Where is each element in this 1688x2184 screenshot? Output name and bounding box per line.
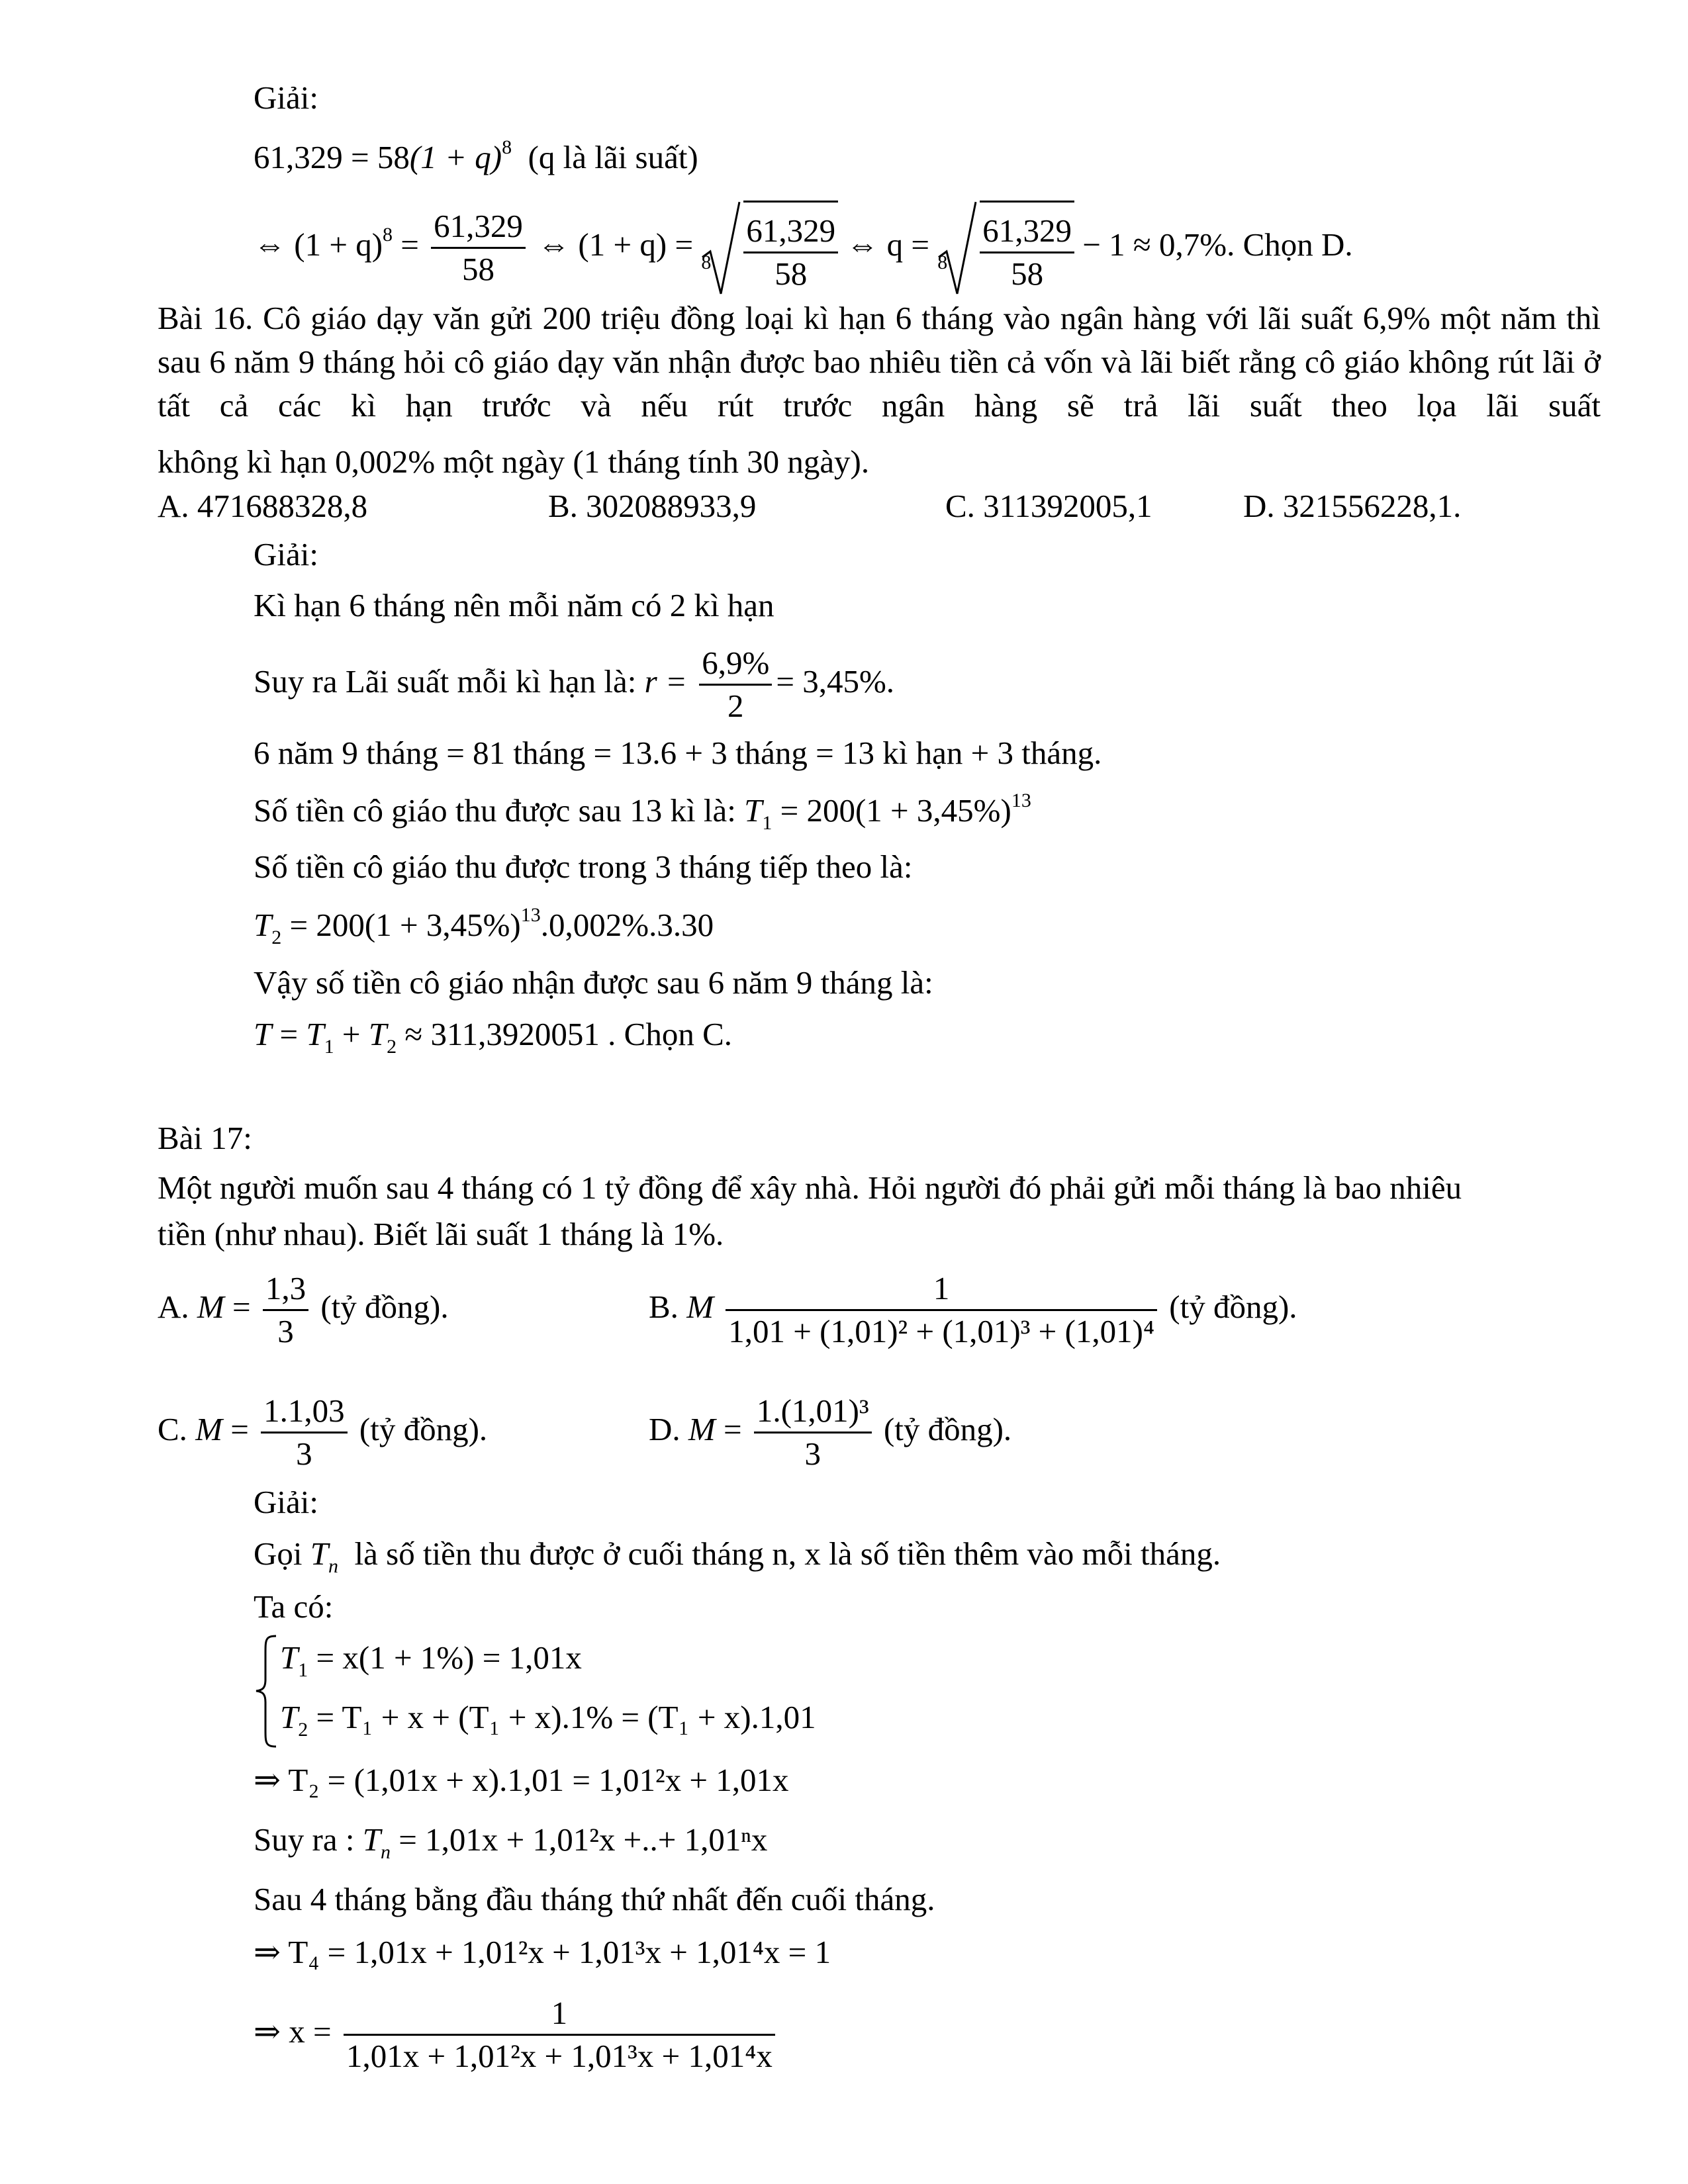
bai16-option-a: A. 471688328,8 [158,488,368,524]
eq2-part-c: ⇔ q = [846,226,929,263]
equation-2 [254,199,1353,291]
bai17-step-5: Sau 4 tháng bằng đầu tháng thứ nhất đến cuối tháng. [254,1881,935,1917]
bai16-option-d: D. 321556228,1. [1243,488,1462,524]
eq2-part-a: ⇔ (1 + q) [254,226,383,263]
bai17-step-4: Suy ra : $T_n = 1,01x + 1,01^2x$ +..+ 1,01ⁿx [254,1821,768,1863]
bai16-question: Bài 16. Cô giáo dạy văn gửi 200 triệu đồng loại kì hạn 6 tháng vào ngân hàng với lãi suất 6,9% một năm thì sau 6 năm 9 tháng hỏi cô giáo dạy văn nhận được bao nhiêu tiền cả vốn và lãi biết rằng cô giáo không rút lãi ở tất cả các kì hạn trước và nếu rút trước ngân hàng sẽ trả lãi suất theo lọa lãi suất [158,300,1601,424]
bai16-step-1: Kì hạn 6 tháng nên mỗi năm có 2 kì hạn [254,587,774,623]
bai17-step-7: ⇒ x = $\frac{1}{\text{1,01x + 1,01²x + 1,01³x + 1,01⁴x}}$ [254,1982,779,2081]
bai16-step-6: $T_2 = 200(1 + 3,45\%)^{13}.0,002\%.3.30$ [254,904,714,948]
eighth-root-2: 8 $\frac{61,329}{58}$ [937,201,1074,295]
system-equation-2: $T_2 = T_1 + x + (T_1 + x).1\% = (T_1 + x).1,01$ [280,1699,816,1741]
bai17-step-2: Ta có: [254,1588,334,1625]
bai17-step-6: ⇒ T₄ = 1,01x + 1,01²x + 1,01³x + 1,01⁴x = 1 [254,1934,831,1970]
giai-label-1: Giải: [254,79,318,116]
eighth-root-1: 8 $\frac{61,329}{58}$ [701,201,838,295]
bai17-question-line-2: tiền (như nhau). Biết lãi suất 1 tháng là 1%. [158,1216,724,1252]
eq2-tail: − 1 ≈ 0,7%. [1082,226,1235,263]
bai17-question-line-1: Một người muốn sau 4 tháng có 1 tỷ đồng để xây nhà. Hỏi người đó phải gửi mỗi tháng là bao nhiêu [158,1169,1462,1206]
equation-1 [254,138,698,182]
fraction-61329-58: $\frac{61,329}{58}$ [431,206,526,290]
bai16-option-c: C. 311392005,1 [945,488,1152,524]
eq1-base: (1 + q) [409,139,502,175]
system-brace-icon [254,1633,280,1749]
eq2-part-b: ⇔ (1 + q) = [538,226,694,263]
bai17-step-1: Gọi $T_n$ là số tiền thu được ở cuối tháng n, x là số tiền thêm vào mỗi tháng. [254,1535,1221,1577]
bai17-option-a: A. M = $\frac{1,3}{3}$ (tỷ đồng). [158,1257,449,1357]
bai16-step-7: Vậy số tiền cô giáo nhận được sau 6 năm 9 tháng là: [254,964,933,1001]
bai17-option-c: C. M = $\frac{1.1,03}{3}$ (tỷ đồng). [158,1380,487,1479]
bai17-option-d: D. M = $\frac{\text{1.(1,01)³}}{3}$ (tỷ đồng). [649,1380,1011,1479]
bai17-option-b: B. M $\frac{1}{\text{1,01 + (1,01)² + (1,01)³ + (1,01)⁴}}$ (tỷ đồng). [649,1257,1297,1357]
eq2-exponent: 8 [383,224,393,246]
eq1-exponent: 8 [502,136,512,158]
bai16-question-last-line: không kì hạn 0,002% một ngày (1 tháng tính 30 ngày). [158,443,870,480]
giai-label-3: Giải: [254,1484,318,1520]
bai16-option-b: B. 302088933,9 [548,488,757,524]
bai16-step-8: $T = T_1 + T_2 \approx 311,3920051$ . Chọn C. [254,1016,733,1058]
bai16-step-3: 6 năm 9 tháng = 81 tháng = 13.6 + 3 tháng = 13 kì hạn + 3 tháng. [254,735,1102,771]
final-fraction: $\frac{1}{\text{1,01x + 1,01²x + 1,01³x + 1,01⁴x}}$ [344,1993,775,2077]
choose-answer-d: Chọn D. [1243,226,1353,263]
eq2-equals: = [400,226,419,263]
eq1-note: (q là lãi suất) [528,139,698,175]
system-equation-1: $T_1 = x(1 + 1\%) = 1,01x$ [280,1639,582,1681]
bai16-step-4: Số tiền cô giáo thu được sau 13 kì là: $T_1 = 200(1 + 3,45\%)^{13}$ [254,790,1031,834]
bai17-step-3: ⇒ T₂ = (1,01x + x).1,01 = 1,01²x + 1,01x [254,1762,789,1798]
eq1-lhs: 61,329 = 58 [254,139,410,175]
bai16-step-5: Số tiền cô giáo thu được trong 3 tháng tiếp theo là: [254,848,913,885]
bai16-step-2: Suy ra Lãi suất mỗi kì hạn là: r = $\frac{6,9\%}{2}$ = 3,45%. [254,635,894,728]
giai-label-2: Giải: [254,536,318,572]
fraction-69-2: $\frac{6,9\%}{2}$ [699,643,772,727]
bai17-title: Bài 17: [158,1120,252,1156]
